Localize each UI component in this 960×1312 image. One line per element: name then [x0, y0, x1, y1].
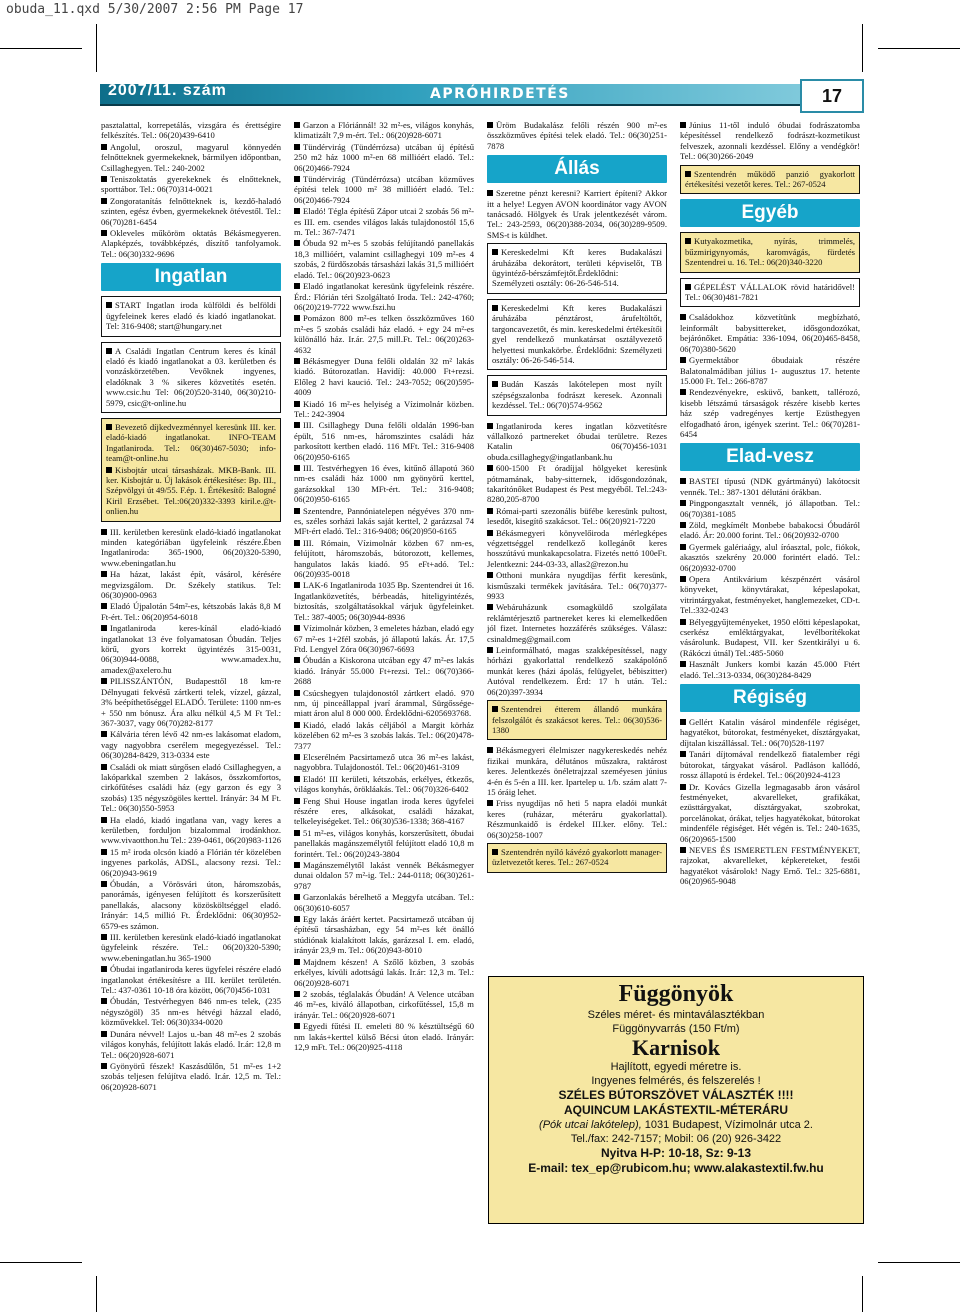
crop-mark [862, 1276, 863, 1312]
ad-text: Szentendre, Pannóniatelepen négyéves 370 nm-es, széles sorházi lakás saját kerttel, 2 garázzsal 74 MFt-ért eladó. Tel.: 316-9408; 06(20)950-6165 [294, 505, 474, 537]
crop-mark [96, 24, 97, 72]
shaded-ad [487, 843, 667, 873]
shaded-ad [680, 232, 860, 272]
column-2 [294, 120, 474, 1224]
ad-text: Eladó! III kerületi, kétszobás, erkélyes, étkezős, világos konyhás, örökláakás. Tel.: 06(70)326-6402 [294, 773, 474, 795]
ad-line: Ingyenes felmérés, és felszerelés ! [591, 1075, 761, 1087]
section-banner-ingatlan: Ingatlan [101, 263, 281, 291]
ad-text: Gyermektábor óbudaiak részére Balatonalmádiban július 1- augusztus 17. hetente 15.000 Ft. Tel.: 266-8787 [680, 355, 860, 386]
column-1 [101, 120, 281, 1224]
ad-text: BASTEI típusú (NDK gyártmányú) lakótocsit vennék. Tel.: 387-1301 délutáni órákban. [680, 476, 860, 497]
boxed-ad [487, 299, 667, 370]
ad-text: Tündérvirág (Tündérrózsa) utcában új építésű 250 m2 ház 1000 m²-en 68 millióért eladó. Tel.: 06(20)466-7924 [294, 141, 474, 173]
ad-text: III. kerületben keresünk eladó-kiadó ingatlanokat ügyfeleink részére. Tel.: 06(20)320-5390; www.ebeningatlan.hu 365-1900 [101, 932, 281, 963]
ad-text: Okleveles műköröm oktatás Békásmegyeren. Alapképzés, továbbképzés, díszítő tanfolyamok. Tel.: 06(30)332-9696 [101, 228, 281, 259]
ad-text: Szentendrén működő panzió gyakorlott értékesítési vezetőt keres. Tel.: 267-0524 [685, 168, 855, 190]
ad-text: Garzon a Flóriánnál! 32 m²-es, világos konyhás, klimatizált 7,9 m-ért. Tel.: 06(20)928-6071 [294, 120, 474, 141]
boxed-ad [487, 243, 667, 294]
ad-text: 2 szobás, téglalakás Óbudán! A Velence utcában 46 m²-es, kiváló állapotban, cirkofűtéssel, 15,8 m irányár. Tel.: 06(20)928-6071 [294, 988, 474, 1020]
ad-text: Pomázon 800 m²-es telken összközműves 160 m²-es 5 szobás családi ház eladó. + egy 24 m²-es különálló ház. Ir.ár. 27,5 mill.Ft. Tel.: 06(20)263-4632 [294, 313, 474, 355]
ad-line: (Pók utcai lakótelep), [539, 1119, 642, 1131]
crop-mark [878, 1262, 960, 1263]
shaded-ad [101, 418, 281, 522]
ad-text: Eladó ingatlanokat keresünk ügyfeleink részére. Érd.: Flórián téri Szolgáltató Iroda. Tel.: 242-4760; 06(20)219-7722 www.fszi.hu [294, 281, 474, 312]
ad-text: III. Csillaghegy Duna felőli oldalán 1996-ban épült, 516 nm-es, háromszintes családi ház parkosított kertben eladó. 116 MFt. Tel.: 316-9408 06(20)950-6165 [294, 420, 474, 462]
ad-text: Üröm Budakalász felőli részén 900 m²-es összközműves építési telek eladó. Tel.: 06(30)251-7878 [487, 120, 667, 151]
ad-text: Budán Kaszás lakótelepen most nyílt szépségszalonba fodrászt keresek. Azonnali kezdéssel. Tel.: 06(70)574-9562 [492, 379, 662, 411]
print-slug: obuda_11.qxd 5/30/2007 2:56 PM Page 17 [6, 2, 304, 17]
ad-text: Óbudán, Testvérhegyen 846 nm-es telek, (235 négyszögöl) 35 nm-es hétvégi házzal eladó, közművekkel. Tel: 06(30)334-0020 [101, 996, 281, 1028]
ad-text: START Ingatlan iroda külföldi és belföldi ügyfeleinek keres eladó és kiadó ingatlanokat. Tel: 316-9408; start@hungary.net [106, 300, 276, 332]
ad-text: Tanári díjtomával rendelkező fiatalember régi bútorokat, tárgyakat vásárol. Padláson kallódó, rossz állapotú is érdekel. Tel.: 06(20)924-4123 [680, 749, 860, 781]
column-3 [487, 120, 667, 962]
ad-text: Otthoni munkára nyugdíjas férfit keresünk, kisműszaki termékek javítására. Tel.: 06(70)377-9933 [487, 570, 667, 602]
ad-text: A Családi Ingatlan Centrum keres és kínál eladó és kiadó ingatlanokat a 03. kerületben és vonzáskörzetében. Vevőknek ingyenes, eladóknak 3 % sikeres közvetítés esetén. www.csic.hu Tel: 06(20)520-3140, 06(30)210-5979, csic@t-online.hu [106, 345, 276, 408]
ad-text: III. kerületben keresünk eladó-kiadó ingatlanokat minden kategóriában ügyfeleink részére.Ében Ingatlaniroda: 365-1900, 06(20)320-5390, www.ebeningatlan.hu [101, 526, 281, 568]
ad-title: Függönyök [618, 981, 734, 1007]
ad-text: Leinformálható, magas szakképesítéssel, nagy hórházi gyakorlattal rendelkező szakápolónő munkát keres (házi ápolás, felügyelet, bébiszitter) Autóval rendelkezem. Érd: 17 h után. Tel.: 06(20)397-3934 [487, 645, 667, 697]
issue-date: 2007/11. szám [108, 82, 227, 99]
ad-text: Gellért Katalin vásárol mindenféle régiséget, hagyatékot, bútorokat, festményeket, dísztárgyakat, díjtalan kiszállással. Tel.: 06(70)528-1197 [680, 717, 860, 748]
ad-line: SZÉLES BÚTORSZÖVET VÁLASZTÉK !!!! [558, 1088, 794, 1102]
ad-text: Szentendrei étterem állandó munkára felszolgálót és szakácsot keres. Tel.: 06(30)536-1380 [492, 704, 662, 735]
ad-text: Kereskedelmi Kft keres Budakalászi áruházába pénztárost, árufeltöltőt, targoncavezetőt, és min. kereskedelmi értékesítői gyel rendelkező munkatársat osztályvezető helyettesi munkakörbe. Érdeklődni: Személyzeti osztály: 06-26-546-514. [492, 302, 662, 365]
ad-text: Óbudán a Kiskorona utcában egy 47 m²-es lakás kiadó. Irányár 55.000 Ft+rezsi. Tel.: 06(70)366-2688 [294, 655, 474, 687]
ad-subtitle: Karnisok [631, 1035, 721, 1060]
ad-text: Majdnem készen! A Szőlő közben, 3 szobás erkélyes, kívüli adottságú lakás. Ir.ár: 12,3 m. Tel.: 06(20)928-6071 [294, 956, 474, 988]
ad-text: 600-1500 Ft óradíjjal hölgyeket keresünk pótmamának, baby-sitternek, idősgondozónak, takarítónőket Budapest és Pest megyéből. Tel.:243-8280,205-8700 [487, 463, 667, 505]
ad-text: Június 11-től induló óbudai fodrászatomba képesítéssel rendelkező fodrászt-kozmetikust felveszek, azonnali kezdéssel. Előny a vendégkör! Tel.: 06(30)266-2049 [680, 120, 860, 162]
ad-text: III. Testvérhegyen 16 éves, kitűnő állapotú 360 nm-es családi ház 1000 nm gyönyörű kerttel, garázsokkal 130 MFt-ért. Tel.: 316-9408; 06(20)950-6165 [294, 463, 474, 505]
crop-mark [862, 24, 863, 72]
ad-line: Nyitva H-P: 10-18, Sz: 9-13 [600, 1146, 752, 1160]
ad-line: Tel./fax: 242-7157; Mobil: 06 (20) 926-3422 [570, 1133, 782, 1145]
ad-text: Használt Junkers kombi kazán 45.000 Ftért eladó. Tel.:313-0334, 06(30)284-8429 [680, 659, 860, 680]
ad-line: Függönyvarrás (150 Ft/m) [612, 1023, 740, 1035]
ad-text: Kereskedelmi Kft keres Budakalászi áruházába dekorátort, területi képviselőt, TB ügyintéző-bérszámfejtőt.Érdeklődni: Személyzeti osztály: 06-26-546-514. [492, 247, 662, 289]
boxed-ad [487, 375, 667, 415]
ad-text: Kiadó 16 m²-es helyiség a Vízimolnár közben. Tel.: 242-3904 [294, 398, 474, 419]
ad-text: Feng Shui House ingatlan iroda keres ügyfelei részére eres, alkásokat, családi házakat, telkeleyiségeket. Tel.: 06(30)536-1338; 368-4167 [294, 795, 474, 827]
ad-line: Hajlított, egyedi méretre is. [610, 1061, 742, 1073]
ad-text: Rendezvényekre, esküvő, bankett, tallérozó, kisebb létszámú társaságok részére kisebb kertes ház szép vadregényes kertje Ezüsthegyen elfogadható áron, igények szerint. Tel.: 06(70)281-6454 [680, 387, 860, 439]
ad-text: pasztalattal, korrepetálás, vizsgára és érettségire felkészítés. Tel.: 06(20)439-6410 [101, 120, 281, 141]
ad-text: Egy lakás áráért kertet. Pacsirtamező utcában új építésű társasházban, egy 54 m²-es két önálló stúdiónak kialakított lakás, garázzsal I. em. eladó, irányár 23,9 m. Tel.: 06(20)943-8010 [294, 914, 474, 956]
ad-text: Római-parti szezonális büfébe keresünk pultost, lesedőt, kisegítő szakácsot. Tel.: 06(20)921-7220 [487, 505, 667, 527]
ad-text: Pingpongasztalt vennék, jó állapotban. Tel.: 06(70)381-1085 [680, 498, 860, 519]
ad-text: Csúcshegyen tulajdonostól zártkert eladó. 970 nm, új pinceállappal jvarí árammal, Sürgőssége- miatt áron alul 8 000 000. Érdeklődni-6205693768. [294, 687, 474, 719]
page-header [100, 84, 862, 106]
ad-text: Angolul, oroszul, magyarul könnyedén felnőtteknek gyermekeknek, bármilyen időpontban, Csillaghegyen. Tel.: 240-2002 [101, 141, 281, 173]
ad-text: Ingatlaniroda keres-kínál eladó-kiadó ingatlanokat 13 éve folyamatosan Óbudán. Teljes körű, gyors korrekt ügyintézés 315-0031, 06(30)944-0088, www.amadex.hu, amadex@axelero.hu [101, 623, 281, 675]
ad-text: Magánszemélytől lakást vennék Békásmegyer dunai oldalon 57 m²-ig. Tel.: 244-0118; 06(30)261-9787 [294, 860, 474, 891]
ad-text: Eladó Újpalotán 54m²-es, kétszobás lakás 8,8 M Ft-ért. Tel.: 06(20)954-6018 [101, 601, 281, 622]
ad-text: Békásmegyer Duna felőli oldalán 32 m² lakás kiadó. Bútorozatlan. Havidíj: 40.000 Ft+rezsi. Előleg 2 havi kaució. Tel.: 243-7052; 06(20)595-4009 [294, 355, 474, 398]
section-title: APRÓHIRDETÉS [430, 86, 570, 102]
ad-text: Vízimolnár közben, 3 emeletes házban, eladó egy 67 m²-es 1+2fél szobás, jó állapotú lakás. Ár. 17,5 Ftd. Lengyel Zóra 06(30)967-6693 [294, 623, 474, 654]
crop-mark [96, 1276, 97, 1312]
shaded-ad [487, 700, 667, 740]
ad-text: Szeretne pénzt keresni? Karriert építeni? Akkor itt a helye! Legyen AVON koordinátor vagy AVON tanácsadó. Hölgyek és Urak jelentkezését várom. Tel.: 243-2593, 06(20)388-2034, 06(30)289-9509. SMS-t is küldhet. [487, 188, 667, 240]
ad-email-line: E-mail: tex_ep@rubicom.hu; www.alakastextil.fw.hu [528, 1161, 824, 1175]
ad-text: Szentendrén nyíló kávézó gyakorlott manager-üzletvezetőt keres. Tel.: 267-0524 [492, 846, 662, 868]
crop-mark [0, 48, 82, 49]
ad-text: Ha házat, lakást épít, vásárol, kérésére megvizsgálom. Dr. Székely statikus. Tel: 06(30)900-0963 [101, 569, 281, 601]
section-banner-elad-vesz: Elad-vesz [680, 443, 860, 471]
shaded-ad [680, 165, 860, 195]
ad-text: Óbudai ingatlaniroda keres ügyfelei részére eladó ingatlanokat értékesítésre a III. kerület területén. Tel.: 437-0361 10-18 óra között, 06(70)456-1031 [101, 964, 281, 996]
column-4 [680, 120, 860, 962]
ad-text: Kálvária téren lévő 42 nm-es lakásomat eladom, vagy nagyobbra cserélem megegyezéssel. Tel.: 06(30)284-8429, 313-0334 este [101, 729, 281, 761]
ad-text: Friss nyugdíjas nő heti 5 napra eladói munkát keres (ruházar, méteráru gyakorlattal). Részmunkaidő is érdekel III.ker. előny. Tel.: 06(30)258-1007 [487, 798, 667, 840]
ad-text: Opera Antikvárium készpénzért vásárol könyveket, könyvtárakat, képeslapokat, vitrintárgyakat, festményeket, hanglemezeket, CD-t. Tel.:332-0243 [680, 574, 860, 616]
crop-mark [0, 1262, 82, 1263]
ad-text: Zongoratanítás felnőtteknek is, kezdő-haladó szinten, egész évben, gyermekeknek ötévestől. Tel.: 06(70)281-6454 [101, 195, 281, 227]
boxed-ad [101, 296, 281, 336]
ad-text: Garzonlakás bérelhető a Meggyfa utcában. Tel.: 06(30)610-6057 [294, 892, 474, 913]
ad-text: Családokhoz közvetítünk megbízható, leinformált babysittereket, idősgondozókat, bejárónőket. Empátia: 336-1094, 06(20)465-8458, 06(70)380-5620 [680, 312, 860, 354]
ad-text: Békásmegyeri könyvelőiroda mérlegképes végzettséggel rendelkező kollegánőt keres hosszútávú munkakapcsolatra. Fizetés nettó 100eFt. Jelentkezni: 244-03-33, allas2@rezon.hu [487, 527, 667, 569]
ad-text: NEVES ÉS ISMERETLEN FESTMÉNYEKET, rajzokat, akvarelleket, képkereteket, festői hagyatékot vásárolok! Nagy Ernő. Tel.: 325-6881, 06(20)965-9048 [680, 844, 860, 887]
ad-text: Családi ok miatt sürgősen eladó Csillaghegyen, a lakóparkkal szemben 2 lakásos, összkomfortos, cirkófűtéses családi ház (egy garzon és egy 3 szobás) 135 négyszögöles kerttel. Irányár: 34 M Ft. Tel.: 06(30)550-5953 [101, 761, 281, 814]
ad-text: PILISSZÁNTÓN, Budapesttől 18 km-re Délnyugati fekvésű zártkerti telek, vízzel, gázzal, 3% beépíthetőséggel ELADÓ. Területe: 1100 nm-es + 550 nm bónusz. Ára alku nélkül 4,5 M Ft Tel.: 367-3037, vagy 06(70)282-8177 [101, 676, 281, 728]
boxed-ad [101, 342, 281, 413]
ad-text: Elcserélném Pacsirtamező utca 36 m²-es lakást, nagyobbra. Tulajdonostól. Tel.: 06(20)461-3109 [294, 751, 474, 773]
ad-text: Gyönyörű fészek! Kaszásdűlőn, 51 m²-es 1+2 szobás teljesen felújítva eladó. Ir.ár. 12,5 m. Tel.: 06(20)928-6071 [101, 1060, 281, 1092]
ad-text: LAK-6 Ingatlaniroda 1035 Bp. Szentendrei út 16. Ingatlanközvetítés, bérbeadás, hiteligyintézés, biztosítás, szolgáltatásokkal várjuk ügyfeleinket. Tel.: 387-4005; 06(30)944-8936 [294, 580, 474, 622]
ad-text: Óbudán, a Vörösvári úton, háromszobás, panorámás, igényesen felújított és korszerűsített panellakás, alacsony közösköltséggel eladó. Irányár: 14,5 millió Ft. Érdeklődni: 06(30)952-6579-es számon. [101, 879, 281, 931]
ad-text: Gyermek galériaágy, alul íróasztal, polc, fiókok, akasztós szekrény 20.000 forintért eladó. Tel.: 06(20)932-0700 [680, 541, 860, 573]
section-banner-egyeb: Egyéb [680, 199, 860, 227]
ad-text: 15 m² iroda olcsón kiadó a Flórián tér közelében ingyenes parkolás, ADSL, alacsony rezsi. Tel.: 06(20)943-9619 [101, 846, 281, 878]
ad-text: Egyedi fűtési II. emeleti 80 % késztültségű 60 nm lakás+kerttel külső Bécsi úton eladó. Irányár: 12,9 mFt. Tel.: 06(20)925-4118 [294, 1021, 474, 1052]
ad-text: III. Rómain, Vízimolnár közben 67 nm-es, felújított, háromszobás, bútorozott, kellemes, hangulatos lakás kiadó. 95 eFt+adó. Tel.: 06(20)935-0018 [294, 537, 474, 580]
ad-text: 51 m²-es, világos konyhás, korszerűsített, óbudai panellakás magánszemélytől felújított eladó 10,8 m forintért. Tel.: 06(20)243-3804 [294, 827, 474, 859]
ad-text: Békásmegyeri élelmiszer nagykereskedés nehéz fizikai munkára, délutános műszakra, raktárost keres. Jelentkezés önéletrajzzal szeméyesen június 4-én és 5-én a III. ker. Ipartelep u. 1/b. szám alatt 7-15 óráig lehet. [487, 745, 667, 797]
ad-text: GÉPELÉST VÁLLALOK rövid határidővel! Tel.: 06(30)481-7821 [685, 281, 855, 303]
ad-line: AQUINCUM LAKÁSTEXTIL-MÉTERÁRU [564, 1103, 788, 1117]
ad-text: Webáruházunk csomagküldő szolgálata reklámtérjesztő partnereket keres ki elemelkedően jól fizet. Internetes hozzáférés szükséges. Válasz: csinaldmeg@gmail.com [487, 602, 667, 644]
ad-line: 1031 Budapest, Vízimolnár utca 2. [641, 1119, 813, 1131]
display-ad-curtains [488, 976, 864, 1224]
ad-text: Ingatlaniroda keres ingatlan közvetítésre vállalkozó partnereket óbudai területre. Rezes Katalin 06(70)456-1031 obuda.csillaghegy@ingatlanbank.hu [487, 420, 667, 462]
ad-line: Széles méret- és mintaválasztékban [587, 1009, 765, 1021]
ad-text: Kiadó, eladó lakás céljából a Margit körház közelében 62 m²-es 3 szobás lakás. Tel.: 06(20)478-7377 [294, 719, 474, 751]
ad-text: Teniszoktatás gyerekeknek és elnőtteknek, sporttábor. Tel.: 06(70)314-0021 [101, 174, 281, 195]
crop-mark [878, 48, 960, 49]
ad-text: Óbuda 92 m²-es 5 szobás felújítandó panellakás 18,3 millióért, valamint csillaghegyi 109 m²-es 4 szobás, 2 fürdőszobás társasházi lakás 31,5 millióért eladó. Tel.: 06(20)923-0623 [294, 238, 474, 280]
ad-text: Zöld, megkímélt Monbebe babakocsi Óbudáról eladó. Ár: 20.000 forint. Tel.: 06(20)932-0700 [680, 519, 860, 541]
ad-text: Dunára névvel! Lajos u.-ban 48 m²-es 2 szobás világos konyhás, felújított lakás eladó. Ir.ár: 12,8 m Tel.: 06(20)928-6071 [101, 1028, 281, 1060]
ad-text: Bevezető díjkedvezménnyel keresünk III. ker. eladó-kiadó ingatlanokat. INFO-TEAM Ingatlaniroda. Tel.: 06(30)467-5030; info-team@t-online.hu [106, 421, 276, 464]
section-banner-regiseg: Régiség [680, 684, 860, 712]
ad-text: Kutyakozmetika, nyírás, trimmelés, bűzmirigynyomás, karomvágás, fürdetés Szentendrei u. 16. Tel.: 06(20)340-3220 [685, 236, 855, 268]
ad-text: Ha eladó, kiadó ingatlana van, vagy keres a kerületben, forduljon bizalommal irodánkhoz. www.vivaotthon.hu Tel.: 239-0461, 06(20)983-1126 [101, 814, 281, 846]
ad-text: Bélyeggyűjteményeket, 1950 előtti képeslapokat, cserkész emléktárgyakat, levélborítékokat vásárolunk. Budapest, VII. ker Szentkirályi u 6. (Rákóczi útnál) Tel.:485-5060 [680, 616, 860, 658]
ad-text: Dr. Kovács Gizella legmagasabb áron vásárol festményeket, akvarelleket, grafikákat, ezüsttárgyakat, dísztárgyakat, szobrokat, porcelánokat, órákat, teljes hagyatékokat, bútorokat mindenféle régiséget. Hét végén is. Tel.: 240-1635, 06(20)965-1500 [680, 781, 860, 844]
ad-text: Eladó! Tégla építésű Zápor utcai 2 szobás 56 m²-es III. em. csendes világos lakás tulajdonostól 15,6 m. Tel.: 367-7471 [294, 206, 474, 238]
section-banner-allas: Állás [487, 155, 667, 183]
ad-text: Kisbojtár utcai társasházak. MKB-Bank. III. ker. Kisbojtár u. Új lakások értékesítése: Bp. III., Szépvölgyi út 49/55. F.ép. 1. Értékesítő: Balogné Kiril Erzsébet. Tel.:06(20)332-3393 kiril.e.@t-onlien.hu [106, 464, 276, 517]
page-number: 17 [800, 79, 864, 113]
ad-text: Tündérvirág (Tündérrózsa) utcában közműves építési telek 1000 m² 38 millióért eladó. Tel.: 06(20)466-7924 [294, 174, 474, 205]
boxed-ad [680, 278, 860, 308]
